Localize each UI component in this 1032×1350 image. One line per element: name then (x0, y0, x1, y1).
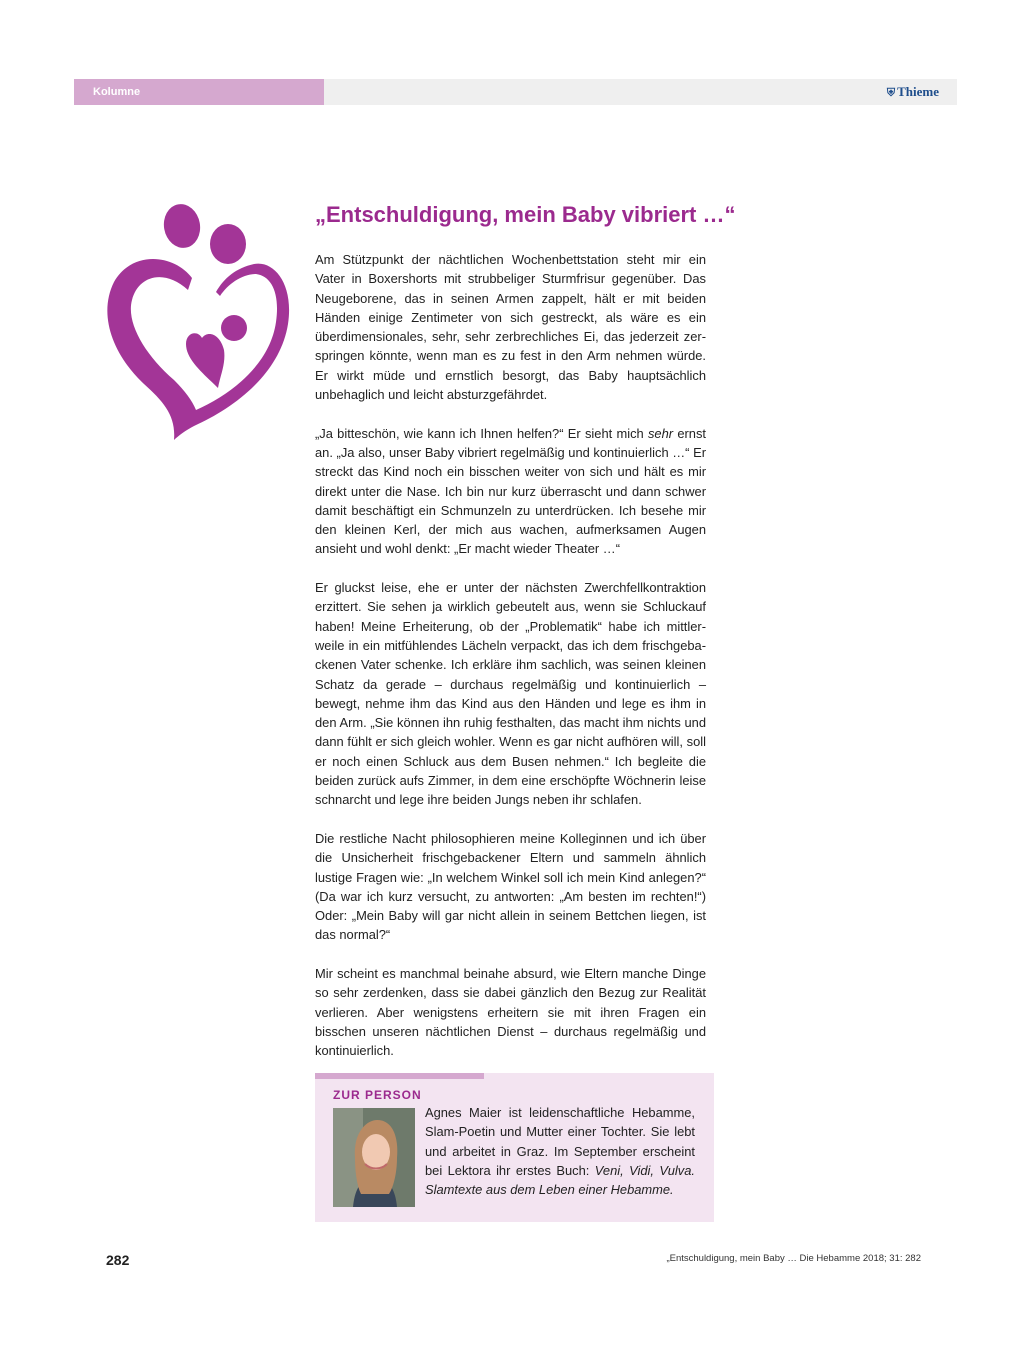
book-title: Veni, Vidi, Vulva. Slamtexte aus dem Leben einer Hebamme. (425, 1162, 695, 1198)
author-bio (425, 1103, 695, 1199)
section-label: Kolumne (74, 79, 324, 105)
parent-head-right (210, 224, 246, 264)
author-bio-text: Agnes Maier ist leidenschaftliche Hebamme, Slam-Poetin und Mutter einer Tochter. Sie lebt und arbeitet in Graz. Im September erscheint bei Lektora ihr erstes Buch: (425, 1105, 695, 1178)
baby-head (221, 315, 247, 341)
author-portrait-photo (333, 1108, 415, 1207)
heart-mother-child-icon (104, 204, 294, 444)
article-paragraph-3: Er gluckst leise, ehe er unter der nächsten Zwerchfellkontraktion erzittert. Sie sehen ja wirklich gebeutelt aus, wenn sie Schluckauf haben! Meine Erheiterung, ob der „Problematik“ habe ich mittlerweile in ein mitfühlendes Lächeln verpackt, das ich dem frischgebackenen Vater schenke. Ich erkläre ihm sachlich, was seinen kleinen Schatz da gerade – durchaus regelmäßig und kontinuierlich – bewegt, nehme ihm das Kind aus den Händen und lege es ihm in den Arm. „Sie können ihn ruhig festhalten, das macht ihm nichts und dann fühlt er sich gleich wohler. Wenn es gar nicht aufhören will, soll er noch einen Schluck aus dem Busen nehmen.“ Ich begleite die beiden zurück aufs Zimmer, in dem eine erschöpfte Wöchnerin leise schnarcht und lege ihre beiden Jungs neben ihr schlafen. (315, 580, 706, 808)
page-number: 282 (106, 1252, 130, 1268)
baby-heart (186, 333, 224, 388)
citation: „Entschuldigung, mein Baby … Die Hebamme 2018; 31: 282 (666, 1253, 921, 1264)
emphasis-word: sehr (647, 425, 674, 441)
author-heading: ZUR PERSON (333, 1088, 422, 1102)
page-header (74, 79, 957, 105)
thieme-shield-icon: ⛨ (886, 87, 896, 99)
publisher-brand (887, 79, 939, 105)
box-accent-bar (315, 1073, 484, 1079)
article-paragraph-1: Am Stützpunkt der nächtlichen Wochenbettstation steht mir ein Vater in Boxershorts mit strubbeliger Sturmfrisur gegenüber. Das Neugeborene, das in seinen Armen zappelt, hält er mit beiden Händen einige Zentimeter von sich gestreckt, als wäre es ein überdimensionales, sehr, sehr zerbrechliches Ei, das jederzeit zerspringen könnte, wenn man es zu fest in den Arm nehmen würde. Er wirkt müde und ernstlich besorgt, das Baby hauptsächlich unbehaglich und leicht absturzgefährdet. (315, 252, 706, 403)
article-paragraph-2: „Ja bitteschön, wie kann ich Ihnen helfen?“ Er sieht mich sehr ernst an. „Ja also, unser Baby vibriert regelmäßig und kontinuierlich …“ Er streckt das Kind noch ein bisschen weiter von sich und hält es mir direkt unter die Nase. Ich bin nur kurz überrascht und dann schwer damit beschäftigt ein Schmunzeln zu unterdrücken. Ich besehe mir den kleinen Kerl, der mich aus wachen, aufmerksamen Augen ansieht und wohl denkt: „Er macht wieder Theater …“ (315, 425, 706, 557)
parent-head-left (160, 204, 203, 251)
brand-label: Thieme (897, 84, 939, 99)
author-info-box (315, 1073, 714, 1222)
article-title: „Entschuldigung, mein Baby vibriert …“ (315, 202, 736, 227)
author-photo (333, 1108, 415, 1207)
article-paragraph-5: Mir scheint es manchmal beinahe absurd, wie Eltern manche Dinge so sehr zerdenken, dass sie dabei gänzlich den Bezug zur Realität verlieren. Aber wenigstens erheitern sie mit ihren Fragen ein bisschen unseren nächtlichen Dienst – durchaus regelmäßig und kontinuierlich. (315, 965, 706, 1059)
article-paragraph-4: Die restliche Nacht philosophieren meine Kolleginnen und ich über die Unsicherheit frischgebackener Eltern und sammeln ähnlich lustige Fragen wie: „In welchem Winkel soll ich mein Kind anlegen?“ (Da war ich kurz versucht, zu antworten: „Am besten im rechten!“) Oder: „Mein Baby will gar nicht allein in seinem Bettchen liegen, ist das normal?“ (315, 830, 706, 943)
article (315, 200, 736, 1080)
